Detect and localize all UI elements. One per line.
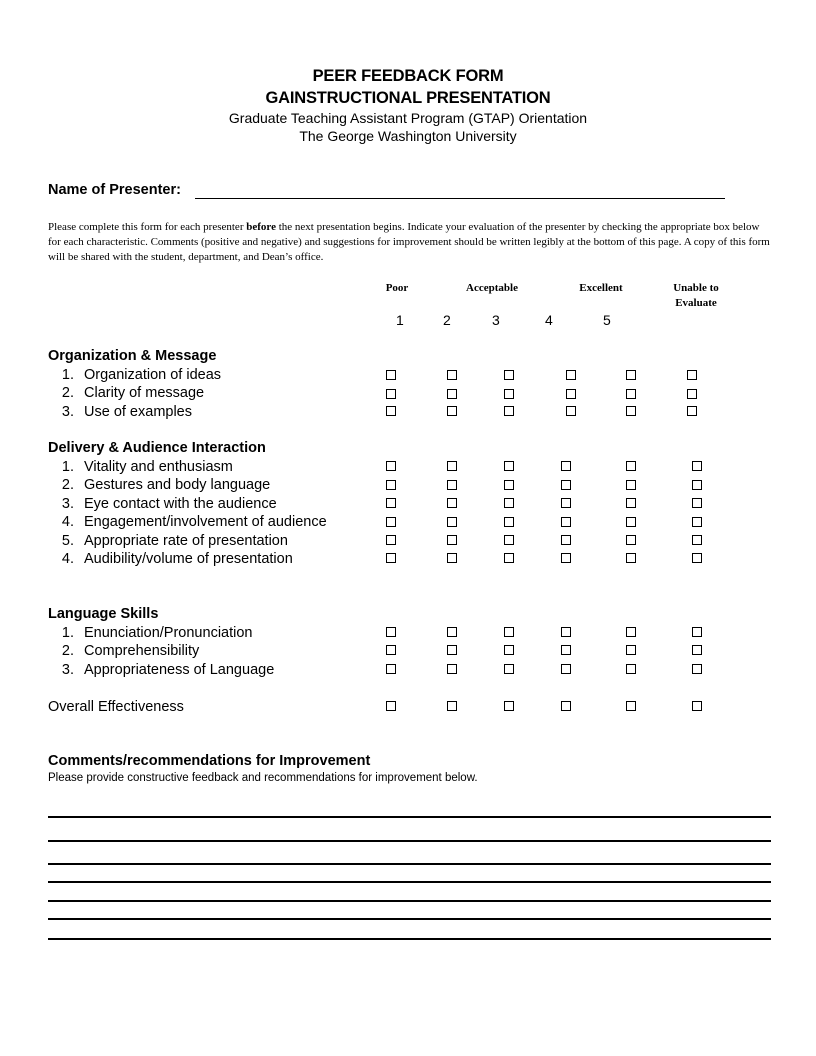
rating-checkbox[interactable] (626, 498, 636, 508)
comment-line[interactable] (48, 881, 771, 883)
rating-checkbox[interactable] (561, 461, 571, 471)
item-number: 2. (61, 477, 74, 493)
unable-to-evaluate-checkbox[interactable] (692, 498, 702, 508)
scale-label-evaluate: Evaluate (675, 297, 717, 309)
scale-label-unable: Unable to (673, 282, 719, 294)
item-label: Comprehensibility (84, 643, 200, 659)
unable-to-evaluate-checkbox[interactable] (692, 645, 702, 655)
rating-checkbox[interactable] (626, 461, 636, 471)
scale-number-3: 3 (492, 312, 500, 328)
rating-checkbox[interactable] (561, 627, 571, 637)
item-number: 5. (61, 533, 74, 549)
unable-to-evaluate-checkbox[interactable] (692, 517, 702, 527)
rating-checkbox[interactable] (447, 370, 457, 380)
rating-checkbox[interactable] (561, 664, 571, 674)
item-label: Enunciation/Pronunciation (84, 625, 253, 641)
unable-to-evaluate-checkbox[interactable] (687, 389, 697, 399)
rating-checkbox[interactable] (447, 480, 457, 490)
item-label: Audibility/volume of presentation (84, 551, 293, 567)
comment-line[interactable] (48, 938, 771, 940)
rating-checkbox[interactable] (386, 664, 396, 674)
rating-checkbox[interactable] (386, 389, 396, 399)
rating-checkbox[interactable] (626, 370, 636, 380)
rating-checkbox[interactable] (504, 461, 514, 471)
unable-to-evaluate-checkbox[interactable] (692, 461, 702, 471)
item-label: Appropriate rate of presentation (84, 533, 288, 549)
form-title: PEER FEEDBACK FORM (312, 67, 504, 85)
rating-checkbox[interactable] (447, 461, 457, 471)
form-subtitle-presentation: GAINSTRUCTIONAL PRESENTATION (265, 89, 551, 107)
comments-instructions: Please provide constructive feedback and recommendations for improvement below. (48, 772, 478, 784)
section-heading-delivery: Delivery & Audience Interaction (48, 440, 266, 456)
item-label: Eye contact with the audience (84, 496, 277, 512)
rating-checkbox[interactable] (447, 517, 457, 527)
rating-checkbox[interactable] (504, 370, 514, 380)
item-number: 2. (61, 643, 74, 659)
unable-to-evaluate-checkbox[interactable] (692, 627, 702, 637)
university-name: The George Washington University (299, 128, 517, 144)
item-number: 1. (61, 367, 74, 383)
rating-checkbox[interactable] (386, 535, 396, 545)
rating-checkbox[interactable] (447, 553, 457, 563)
item-number: 2. (61, 385, 74, 401)
rating-checkbox[interactable] (447, 701, 457, 711)
presenter-name-field[interactable] (195, 198, 725, 199)
item-label: Appropriateness of Language (84, 662, 275, 678)
rating-checkbox[interactable] (447, 498, 457, 508)
rating-checkbox[interactable] (386, 645, 396, 655)
rating-checkbox[interactable] (626, 517, 636, 527)
rating-checkbox[interactable] (561, 701, 571, 711)
scale-label-excellent: Excellent (579, 282, 623, 294)
rating-checkbox[interactable] (504, 406, 514, 416)
rating-checkbox[interactable] (386, 517, 396, 527)
item-number: 4. (61, 551, 74, 567)
rating-checkbox[interactable] (504, 535, 514, 545)
rating-checkbox[interactable] (504, 701, 514, 711)
rating-checkbox[interactable] (386, 480, 396, 490)
item-number: 3. (61, 404, 74, 420)
rating-checkbox[interactable] (504, 645, 514, 655)
unable-to-evaluate-checkbox[interactable] (692, 701, 702, 711)
comment-line[interactable] (48, 840, 771, 842)
unable-to-evaluate-checkbox[interactable] (692, 480, 702, 490)
rating-checkbox[interactable] (561, 645, 571, 655)
instructions-text-start: Please complete this form for each presenter (48, 221, 247, 233)
rating-checkbox[interactable] (566, 406, 576, 416)
rating-checkbox[interactable] (626, 664, 636, 674)
rating-checkbox[interactable] (447, 664, 457, 674)
item-number: 3. (61, 662, 74, 678)
comment-line[interactable] (48, 816, 771, 818)
rating-checkbox[interactable] (447, 406, 457, 416)
rating-checkbox[interactable] (447, 627, 457, 637)
comment-line[interactable] (48, 900, 771, 902)
rating-checkbox[interactable] (626, 406, 636, 416)
unable-to-evaluate-checkbox[interactable] (692, 535, 702, 545)
rating-checkbox[interactable] (386, 461, 396, 471)
rating-checkbox[interactable] (504, 517, 514, 527)
scale-number-2: 2 (443, 312, 451, 328)
rating-checkbox[interactable] (504, 389, 514, 399)
program-name: Graduate Teaching Assistant Program (GTAP) Orientation (228, 110, 588, 126)
rating-checkbox[interactable] (504, 664, 514, 674)
rating-checkbox[interactable] (561, 535, 571, 545)
item-label: Organization of ideas (84, 367, 222, 383)
rating-checkbox[interactable] (626, 553, 636, 563)
rating-checkbox[interactable] (561, 498, 571, 508)
rating-checkbox[interactable] (566, 370, 576, 380)
rating-checkbox[interactable] (561, 517, 571, 527)
rating-checkbox[interactable] (626, 645, 636, 655)
rating-checkbox[interactable] (626, 701, 636, 711)
item-number: 4. (61, 514, 74, 530)
instructions-paragraph (48, 220, 772, 265)
scale-number-1: 1 (396, 312, 404, 328)
section-heading-organization: Organization & Message (48, 348, 217, 364)
rating-checkbox[interactable] (504, 480, 514, 490)
instructions-emphasis: before (246, 221, 276, 233)
unable-to-evaluate-checkbox[interactable] (687, 406, 697, 416)
scale-number-5: 5 (603, 312, 611, 328)
item-number: 1. (61, 625, 74, 641)
rating-checkbox[interactable] (504, 498, 514, 508)
comment-line[interactable] (48, 918, 771, 920)
rating-checkbox[interactable] (566, 389, 576, 399)
rating-checkbox[interactable] (561, 553, 571, 563)
unable-to-evaluate-checkbox[interactable] (692, 553, 702, 563)
item-number: 1. (61, 459, 74, 475)
rating-checkbox[interactable] (504, 627, 514, 637)
presenter-name-label: Name of Presenter: (48, 182, 181, 198)
rating-checkbox[interactable] (561, 480, 571, 490)
rating-checkbox[interactable] (447, 645, 457, 655)
rating-checkbox[interactable] (386, 498, 396, 508)
comments-heading: Comments/recommendations for Improvement (48, 753, 371, 769)
instructions-text-rest: the next presentation begins. Indicate your evaluation of the presenter by checking the appropriate box below for each characteristic. Comments (positive and negative) and suggestions for improvement should be written legibly at the bottom of this page. A copy of this form will be shared with the student, department, and Dean’s office. (48, 221, 770, 263)
unable-to-evaluate-checkbox[interactable] (692, 664, 702, 674)
scale-number-4: 4 (545, 312, 553, 328)
unable-to-evaluate-checkbox[interactable] (687, 370, 697, 380)
item-label: Clarity of message (84, 385, 205, 401)
rating-checkbox[interactable] (447, 535, 457, 545)
rating-checkbox[interactable] (626, 480, 636, 490)
overall-effectiveness-label: Overall Effectiveness (48, 699, 184, 715)
item-number: 3. (61, 496, 74, 512)
rating-checkbox[interactable] (626, 389, 636, 399)
item-label: Gestures and body language (84, 477, 271, 493)
rating-checkbox[interactable] (386, 627, 396, 637)
scale-label-acceptable: Acceptable (466, 282, 518, 294)
item-label: Use of examples (84, 404, 192, 420)
rating-checkbox[interactable] (386, 406, 396, 416)
rating-checkbox[interactable] (626, 627, 636, 637)
rating-checkbox[interactable] (504, 553, 514, 563)
section-heading-language: Language Skills (48, 606, 159, 622)
rating-checkbox[interactable] (447, 389, 457, 399)
scale-label-poor: Poor (385, 282, 409, 294)
comment-line[interactable] (48, 863, 771, 865)
rating-checkbox[interactable] (386, 370, 396, 380)
rating-checkbox[interactable] (386, 553, 396, 563)
rating-checkbox[interactable] (386, 701, 396, 711)
rating-checkbox[interactable] (626, 535, 636, 545)
item-label: Engagement/involvement of audience (84, 514, 327, 530)
item-label: Vitality and enthusiasm (84, 459, 233, 475)
